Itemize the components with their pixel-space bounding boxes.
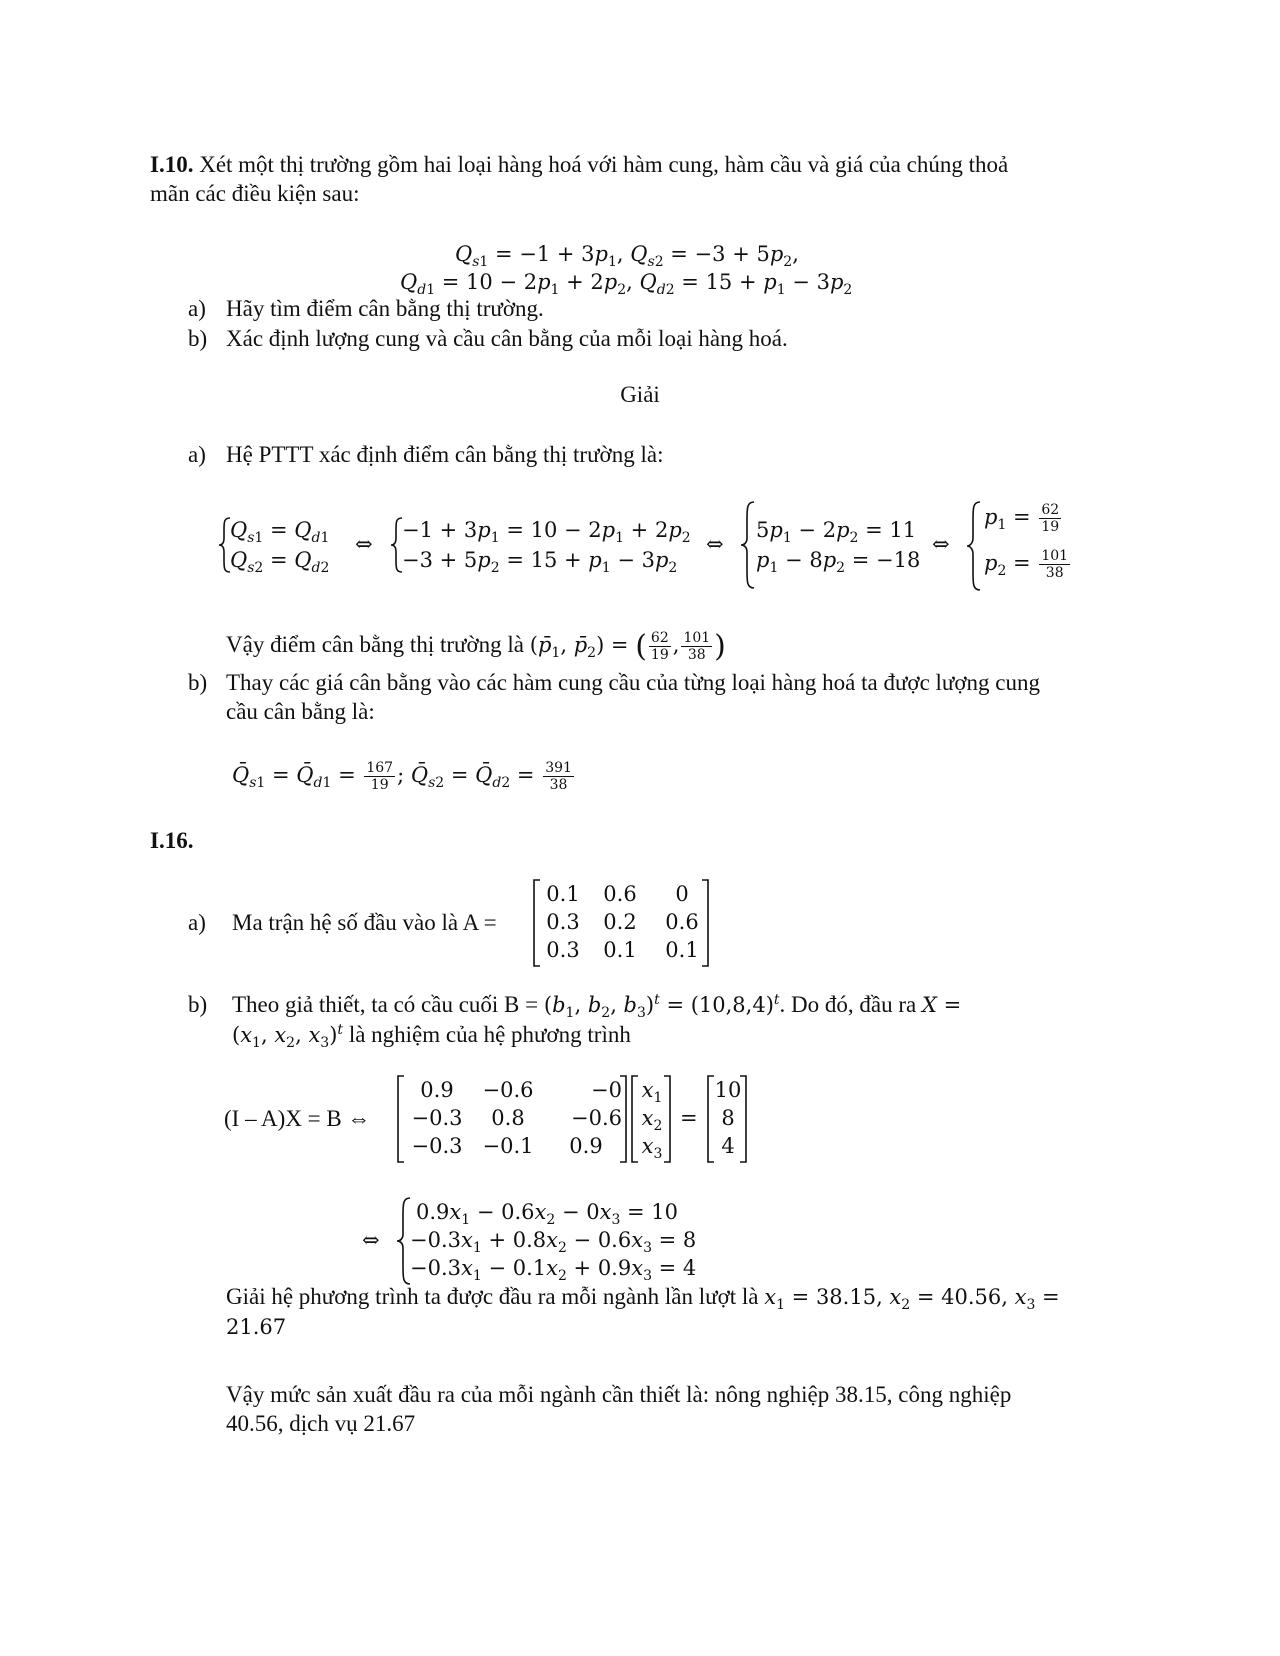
system3-row1: $5p_1 - 2p_2 = 11$: [756, 518, 917, 547]
solution-heading: Giải: [620, 382, 660, 407]
vector-b: [710, 1076, 746, 1160]
result-line2: 21.67: [226, 1315, 287, 1339]
system2-row1: $-1 + 3p_1 = 10 - 2p_1 + 2p_2$: [402, 518, 691, 547]
qs1-numerator: 167: [366, 760, 394, 776]
i16-b-line1-text: Theo giả thiết, ta có cầu cuối B =: [232, 992, 539, 1017]
matrix-a-cell: 0.2: [603, 910, 637, 934]
solution-p2: $p_2$ = $\frac{101}{38}$: [984, 548, 1069, 581]
p2-denominator: 38: [1045, 565, 1064, 581]
matrix-ia-cell: −0.6: [571, 1106, 622, 1130]
question-a-label: a): [188, 296, 206, 321]
equiv-symbol-1: ⇔: [355, 532, 373, 556]
problem-i16-title: I.16.: [150, 828, 194, 853]
i16-b-line2-text: là nghiệm của hệ phương trình: [348, 1022, 631, 1047]
question-b: Xác định lượng cung và cầu cân bằng của mỗi loại hàng hoá.: [226, 326, 788, 351]
p1-denominator: 19: [1041, 519, 1060, 535]
final-demand-values: (10,8,4): [690, 993, 774, 1017]
conclusion-a-text: Vậy điểm cân bằng thị trường là: [226, 632, 524, 657]
vector-x-cell: $x_3$: [641, 1134, 663, 1163]
qs2-numerator: 391: [545, 760, 572, 776]
i16-a-text: Ma trận hệ số đầu vào là A =: [232, 910, 497, 935]
brace-system3: [740, 500, 756, 590]
qs1-denominator: 19: [370, 777, 389, 793]
vector-b-cell: 8: [721, 1106, 735, 1130]
solution-a-label: a): [188, 442, 206, 467]
equals-sign: =: [680, 1106, 698, 1130]
matrix-ia-cell: 0.9: [569, 1134, 603, 1158]
matrix-a-cell: 0.6: [603, 882, 637, 906]
system2-row2: $-3 + 5p_2 = 15 + p_1 - 3p_2$: [402, 548, 678, 577]
eq-p2-numerator: 101: [683, 630, 711, 646]
eq-p2-denominator: 38: [687, 647, 706, 663]
equiv-symbol-3: ⇔: [932, 532, 950, 556]
vector-x-cell: $x_2$: [641, 1106, 663, 1135]
supply-equations: $Q_{s1} = -1 + 3p_1$, $Q_{s2} = -3 + 5p_2$,: [455, 242, 799, 271]
matrix-a-cell: 0.3: [546, 938, 580, 962]
eq-p1-numerator: 62: [650, 630, 669, 646]
vector-b-cell: 4: [721, 1134, 735, 1158]
system-row1: $0.9x_1 - 0.6x_2 - 0x_3 = 10$: [416, 1200, 679, 1229]
i16-b-line2: ($x_1$, $x_2$, $x_3)^t$ là nghiệm của hệ phương trình: [232, 1022, 631, 1052]
matrix-ia-cell: −0.3: [411, 1134, 463, 1158]
matrix-ia-cell: −0.6: [482, 1078, 534, 1102]
matrix-i-minus-a: [404, 1076, 626, 1160]
system3-row2: $p_1 - 8p_2 = -18$: [756, 548, 921, 577]
matrix-a-cell: 0.1: [603, 938, 637, 962]
vector-x: [634, 1076, 670, 1163]
p1-numerator: 62: [1041, 502, 1060, 518]
i16-b-label: b): [188, 992, 208, 1017]
system1-row2: $Q_{s2} = Q_{d2}$: [230, 548, 330, 577]
system-row3: $-0.3x_1 - 0.1x_2 + 0.9x_3 = 4$: [410, 1256, 697, 1285]
matrix-ia-cell: −0: [591, 1078, 622, 1102]
final-conclusion-line2: 40.56, dịch vụ 21.67: [226, 1411, 416, 1436]
matrix-a-cell: 0.1: [546, 882, 580, 906]
question-a: Hãy tìm điểm cân bằng thị trường.: [226, 296, 544, 321]
equilibrium-quantities: $Q̄_{s1}$ = $Q̄_{d1}$ = $\frac{167}{19}$ ; $Q̄_{s2}$ = $Q̄_{d2}$ = $\frac{391}{38}$: [232, 760, 572, 793]
i16-a-label: a): [188, 910, 206, 935]
solution-b-label: b): [188, 670, 208, 695]
matrix-a-cell: 0.3: [546, 910, 580, 934]
solution-b-line1: Thay các giá cân bằng vào các hàm cung cầu của từng loại hàng hoá ta được lượng cung: [226, 670, 1041, 695]
question-b-label: b): [188, 326, 208, 351]
vector-b-cell: 10: [714, 1078, 742, 1102]
problem-i10-intro-line1: Xét một thị trường gồm hai loại hàng hoá với hàm cung, hàm cầu và giá của chúng thoả: [199, 152, 1009, 177]
result-line1: Giải hệ phương trình ta được đầu ra mỗi ngành lần lượt là $x_1 = 38.15$, $x_2 = 40.56$, $x_3$ =: [226, 1284, 1060, 1314]
qs2-denominator: 38: [549, 777, 568, 793]
brace-system4: [966, 500, 982, 592]
eq-p1-denominator: 19: [650, 647, 669, 663]
vector-x-cell: $x_1$: [641, 1078, 663, 1107]
system-lhs-label: (I – A)X = B ⇔: [224, 1106, 371, 1131]
equiv-symbol-4: ⇔: [362, 1228, 380, 1252]
problem-i10-intro-line2: mãn các điều kiện sau:: [150, 181, 360, 206]
solution-a-text: Hệ PTTT xác định điểm cân bằng thị trường là:: [226, 442, 664, 467]
system-row2: $-0.3x_1 + 0.8x_2 - 0.6x_3 = 8$: [410, 1228, 697, 1257]
equiv-symbol-2: ⇔: [706, 532, 724, 556]
i16-b-line1-tail: . Do đó, đầu ra: [779, 992, 917, 1017]
matrix-a-cell: 0.1: [665, 938, 699, 962]
matrix-a-cell: 0.6: [665, 910, 699, 934]
matrix-ia-cell: 0.9: [420, 1078, 454, 1102]
matrix-ia-cell: −0.1: [482, 1134, 534, 1158]
matrix-a: [540, 880, 710, 964]
result-line1-text: Giải hệ phương trình ta được đầu ra mỗi ngành lần lượt là: [226, 1284, 759, 1309]
conclusion-a: Vậy điểm cân bằng thị trường là ($p̄_1$, $p̄_2$) = ( $\frac{62}{19}$ , $\frac{101}{38}$ ): [226, 629, 726, 664]
solution-p1: $p_1$ = $\frac{62}{19}$: [984, 502, 1060, 535]
solution-b-line2: cầu cân bằng là:: [226, 699, 375, 724]
system1-row1: $Q_{s1} = Q_{d1}$: [230, 518, 330, 547]
matrix-a-cell: 0: [675, 882, 689, 906]
final-conclusion-line1: Vậy mức sản xuất đầu ra của mỗi ngành cần thiết là: nông nghiệp 38.15, công nghiệp: [226, 1382, 1012, 1407]
p2-numerator: 101: [1041, 548, 1069, 564]
matrix-ia-cell: 0.8: [491, 1106, 525, 1130]
i16-b-line1: Theo giả thiết, ta có cầu cuối $B = (b_1$, $b_2$, $b_3)^t = (10,8,4)^t$. Do đó, đầu ra X =: [232, 992, 962, 1022]
demand-equations: $Q_{d1} = 10 - 2p_1 + 2p_2$, $Q_{d2} = 15 + p_1 - 3p_2$: [400, 270, 853, 299]
problem-i10-title: I.10.: [150, 152, 194, 177]
matrix-ia-cell: −0.3: [411, 1106, 463, 1130]
problem-i10-intro: [150, 150, 1008, 180]
